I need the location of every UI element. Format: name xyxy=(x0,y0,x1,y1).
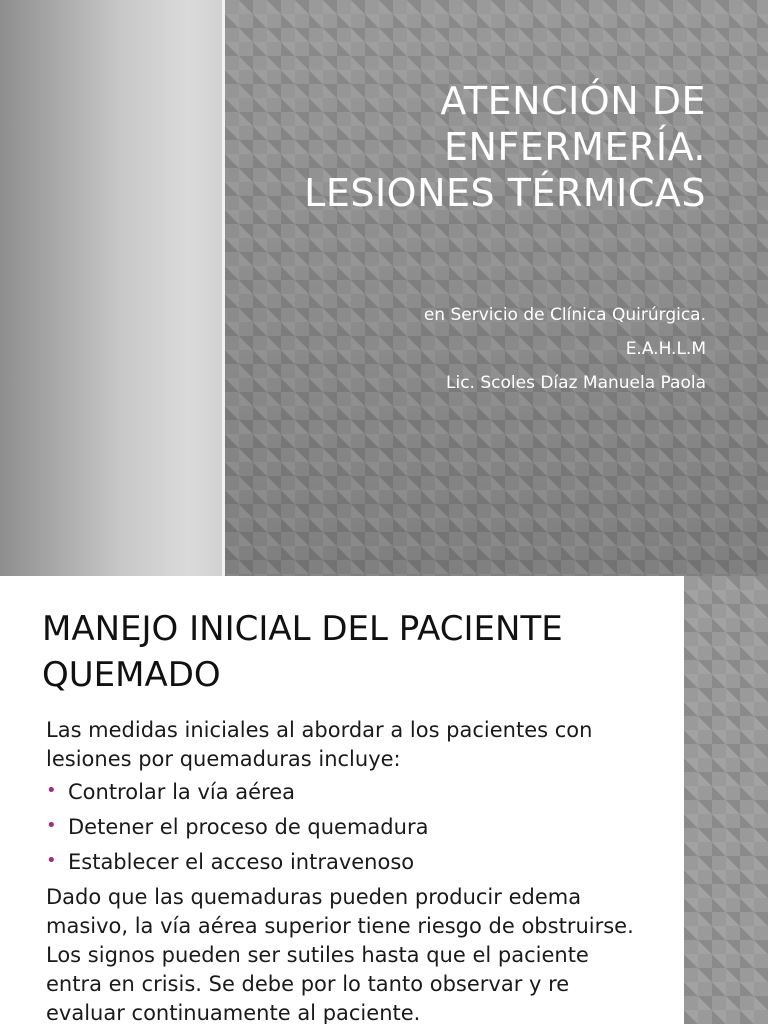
subtitle-service: en Servicio de Clínica Quirúrgica. xyxy=(423,305,706,325)
list-item xyxy=(46,813,646,842)
slide-subtitle xyxy=(236,298,706,400)
title-line: ATENCIÓN DE xyxy=(440,79,706,123)
bullet-icon: • xyxy=(46,780,57,801)
bullet-icon: • xyxy=(46,850,57,871)
body-paragraph: Dado que las quemaduras pueden producir edema masivo, la vía aérea superior tiene riesgo de obstruirse. Los signos pueden ser sutiles hasta que el paciente entra en crisis. Se debe por lo tanto observar y re evaluar continuamente al paciente. xyxy=(46,885,634,1024)
slide-title xyxy=(236,78,706,216)
subtitle-institution: E.A.H.L.M xyxy=(625,339,706,359)
list-item xyxy=(46,848,646,877)
content-title xyxy=(42,606,662,698)
title-line: ENFERMERÍA. xyxy=(443,125,706,169)
content-body xyxy=(46,716,646,1024)
patterned-side-strip xyxy=(684,576,768,1024)
bullet-icon: • xyxy=(46,815,57,836)
content-slide xyxy=(0,576,768,1024)
subtitle-author: Lic. Scoles Díaz Manuela Paola xyxy=(446,373,706,393)
list-item xyxy=(46,778,646,807)
gradient-side-panel xyxy=(0,0,222,576)
title-line: QUEMADO xyxy=(42,655,221,695)
list-item-text: Controlar la vía aérea xyxy=(68,780,296,804)
list-item-text: Establecer el acceso intravenoso xyxy=(68,850,415,874)
list-item-text: Detener el proceso de quemadura xyxy=(68,815,429,839)
title-line: MANEJO INICIAL DEL PACIENTE xyxy=(42,609,563,649)
intro-text: Las medidas iniciales al abordar a los pacientes con lesiones por quemaduras incluye: xyxy=(46,718,593,771)
bullet-list xyxy=(46,778,646,877)
title-line: LESIONES TÉRMICAS xyxy=(304,171,706,215)
